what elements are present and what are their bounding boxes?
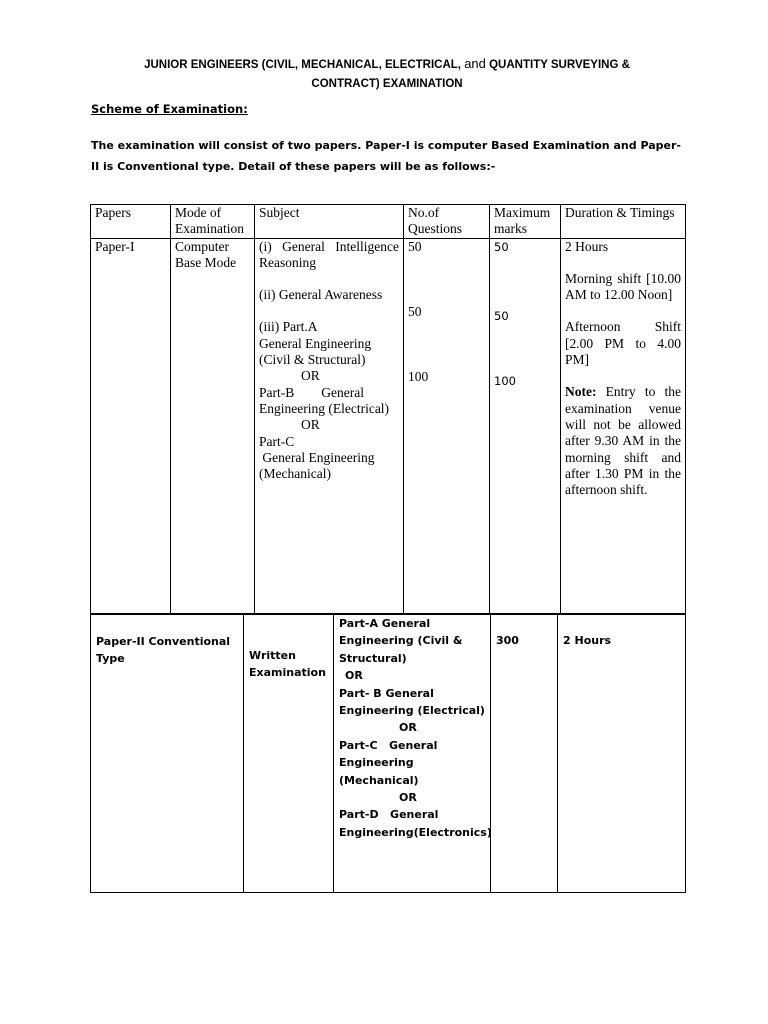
questions-value: 50	[408, 303, 422, 319]
cell-duration-paper-ii: 2 Hours	[558, 615, 686, 893]
or-text: OR	[301, 417, 320, 433]
subject-general-awareness: (ii) General Awareness	[259, 287, 383, 303]
cell-mode-computer: Computer Base Mode	[171, 238, 255, 613]
title-part2: QUANTITY SURVEYING &	[489, 59, 630, 71]
title-and: and	[464, 56, 486, 71]
subject-general-intelligence: (i) General Intelligence Reasoning	[259, 238, 399, 270]
paper-ii-table	[90, 614, 686, 893]
subject-part-a: Part-A General Engineering (Civil & Structural)	[339, 617, 463, 665]
cell-marks	[490, 238, 561, 613]
table-row-paper-ii	[91, 615, 686, 893]
cell-paper-ii: Paper-II Conventional Type	[91, 615, 244, 893]
subject-part-d: Part-D General Engineering(Electronics)	[339, 808, 492, 839]
subject-part-c-text: General Engineering (Mechanical)	[259, 449, 378, 482]
cell-subject-paper-ii	[334, 615, 491, 893]
cell-questions	[404, 238, 490, 613]
title-part1: JUNIOR ENGINEERS (CIVIL, MECHANICAL, ELECTRICAL,	[144, 59, 461, 71]
afternoon-shift: Afternoon Shift [2.00 PM to 4.00 PM]	[565, 319, 681, 368]
cell-paper-i: Paper-I	[91, 238, 171, 613]
questions-value: 100	[408, 369, 429, 385]
cell-marks-paper-ii: 300	[491, 615, 558, 893]
subject-part-b: Part- B General Engineering (Electrical)	[339, 686, 485, 718]
marks-value: 100	[494, 374, 516, 389]
paper-i-table	[90, 204, 686, 614]
entry-note	[565, 384, 681, 498]
cell-duration	[561, 238, 686, 613]
header-questions: No.of Questions	[404, 205, 490, 239]
title-line2: CONTRACT) EXAMINATION	[311, 78, 463, 90]
or-text: OR	[399, 791, 417, 805]
marks-value: 50	[494, 308, 509, 323]
header-papers: Papers	[91, 205, 171, 239]
note-label: Note:	[565, 384, 597, 400]
header-mode: Mode of Examination	[171, 205, 255, 239]
cell-subject-paper-i	[255, 238, 404, 613]
header-duration: Duration & Timings	[561, 205, 686, 239]
intro-paragraph: The examination will consist of two papers. Paper-I is computer Based Examination and Paper-II is Conventional type. Detail of these papers will be as follows:-	[91, 139, 681, 173]
table-row-paper-i	[91, 238, 686, 613]
note-text: Entry to the examination venue will not be allowed after 9.30 AM in the morning shift and after 1.30 PM in the afternoon shift.	[565, 384, 681, 498]
or-text: OR	[345, 669, 363, 683]
morning-shift: Morning shift [10.00 AM to 12.00 Noon]	[565, 270, 681, 303]
duration-hours: 2 Hours	[565, 238, 609, 254]
table-header-row	[91, 205, 686, 239]
or-text: OR	[399, 721, 417, 735]
subject-part-a-text: General Engineering (Civil & Structural)	[259, 335, 372, 368]
cell-mode-written: Written Examination	[244, 615, 334, 893]
or-text: OR	[301, 368, 320, 384]
header-marks: Maximum marks	[490, 205, 561, 239]
scheme-heading: Scheme of Examination:	[91, 102, 248, 116]
header-subject: Subject	[255, 205, 404, 239]
subject-part-c: Part-C General Engineering (Mechanical)	[339, 738, 442, 787]
subject-part-b: Part-B General Engineering (Electrical)	[259, 384, 390, 416]
document-title	[90, 54, 684, 94]
subject-part-a-label: (iii) Part.A	[259, 319, 318, 335]
marks-value: 50	[494, 239, 509, 254]
subject-part-c-label: Part-C	[259, 433, 295, 449]
questions-value: 50	[408, 238, 422, 254]
